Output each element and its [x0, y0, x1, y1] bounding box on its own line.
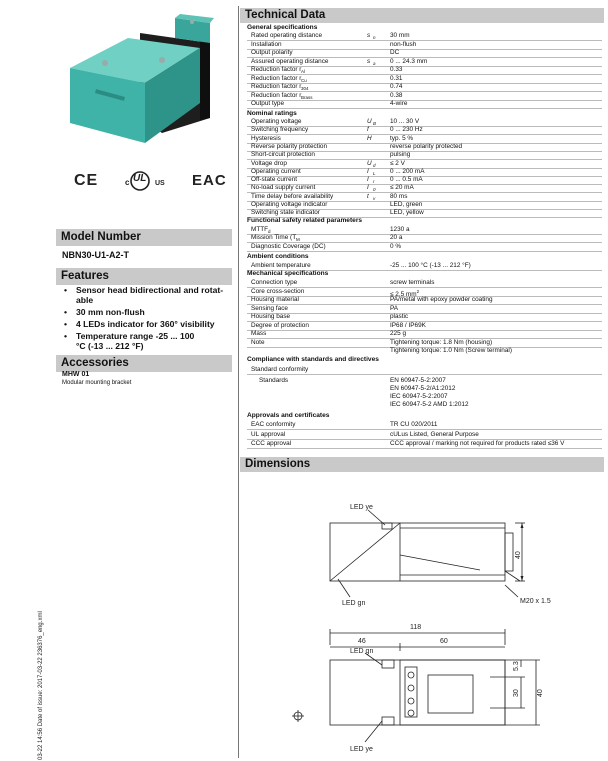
spec-symbol-subscript: a: [373, 60, 376, 66]
spec-symbol-subscript: B: [373, 121, 377, 126]
spec-label: Core cross-section: [251, 287, 305, 295]
accessory-name[interactable]: MHW 01: [62, 371, 90, 378]
standard-item: EN 60947-5-2/A1:2012: [390, 385, 456, 392]
spec-symbol-subscript: v: [373, 195, 376, 201]
spec-value: 0.33: [390, 66, 403, 73]
certification-marks: [60, 172, 230, 202]
led-gn-label: LED gn: [342, 600, 366, 607]
spec-symbol: I: [367, 176, 369, 184]
spec-row: [247, 431, 602, 440]
spec-symbol-subscript: r: [373, 179, 375, 185]
spec-row: [247, 243, 602, 252]
spec-label: Reduction factor r: [251, 66, 302, 73]
spec-label: Reduction factor r: [251, 74, 302, 82]
note-line-2: Tightening torque: 1.0 Nm (Screw terminal): [390, 347, 512, 354]
led-ye-label: LED ye: [350, 504, 373, 511]
spec-label-subscript: Cu: [301, 77, 307, 83]
spec-label: Time delay before availability: [251, 192, 334, 200]
spec-value: 0 ... 200 mA: [390, 167, 425, 175]
spec-value-superscript: 2: [416, 288, 420, 294]
spec-value: typ. 5 %: [390, 134, 414, 142]
spec-value: 20 a: [390, 234, 403, 242]
svg-text:US: US: [155, 180, 165, 187]
spec-value: ≤ 2 V: [390, 159, 405, 167]
product-photo: [50, 8, 230, 158]
spec-symbol: H: [367, 134, 372, 142]
approvals-header: Approvals and certificates: [247, 412, 330, 419]
spec-label: Operating voltage indicator: [251, 201, 328, 208]
spec-value: ≤ 2.5 $mm^2$: [390, 288, 420, 298]
spec-value: CCC approval / marking not required for products rated ≤36 V: [390, 440, 565, 447]
spec-label: Switching frequency: [251, 126, 309, 134]
spec-label: Sensing face: [251, 304, 288, 312]
spec-label: Off-state current: [251, 176, 298, 184]
spec-label: CCC approval: [251, 440, 292, 447]
spec-label: Mass: [251, 330, 267, 337]
top-view: [292, 629, 540, 742]
spec-value: 0 ... 24.3 mm: [390, 57, 428, 65]
spec-symbol-subscript: 0: [373, 187, 376, 193]
spec-symbol: U: [367, 159, 372, 167]
compliance-header: Compliance with standards and directives: [247, 356, 379, 363]
general-specifications-header: General specifications: [247, 24, 318, 31]
feature-item: • 30 mm non-flush: [62, 307, 232, 317]
accessory-description: Modular mounting bracket: [62, 380, 132, 386]
dim-40-label: 40: [515, 551, 522, 559]
dim-60-label: 60: [440, 638, 448, 645]
spec-value: PA: [390, 304, 399, 312]
spec-label: Reduction factor r: [251, 91, 302, 99]
spec-row: [247, 440, 602, 449]
spec-value: LED, green: [390, 201, 423, 208]
feature-item: • Temperature range -25 ... 100 °C (-13 ... 212 °F): [62, 331, 196, 351]
spec-label: No-load supply current: [251, 184, 316, 192]
technical-data-header: Technical Data: [240, 8, 604, 23]
spec-label-subscript: d: [268, 229, 271, 234]
dim-5-3-label: 5.3: [513, 661, 520, 671]
spec-label: Degree of protection: [251, 321, 309, 329]
feature-item: • Sensor head bidirectional and rotat-able: [62, 285, 232, 305]
spec-value: 10 ... 30 V: [390, 118, 420, 125]
spec-value: 0 ... 0.5 mA: [390, 176, 423, 184]
nominal-ratings-header: Nominal ratings: [247, 110, 297, 117]
ul-mark-text: UL: [133, 173, 147, 184]
functional-safety-header: Functional safety related parameters: [247, 217, 363, 224]
spec-label: Reverse polarity protection: [251, 142, 328, 150]
spec-symbol-subscript: d: [373, 162, 376, 168]
spec-label: Note: [251, 338, 265, 346]
spec-label: Assured operating distance: [251, 57, 329, 65]
spec-label: MTTF: [251, 226, 269, 233]
spec-symbol: I: [367, 167, 369, 175]
spec-value: 0.74: [390, 83, 403, 90]
spec-value: DC: [390, 49, 400, 56]
thread-label: M20 x 1.5: [520, 598, 551, 605]
spec-label: Reduction factor r: [251, 83, 302, 90]
spec-row: [247, 421, 602, 430]
column-divider: [238, 6, 239, 758]
eac-mark-icon: EAC: [192, 172, 227, 189]
spec-label: Rated operating distance: [251, 32, 323, 39]
dim-118-label: 118: [410, 624, 422, 631]
feature-item: • 4 LEDs indicator for 360° visibility: [62, 319, 232, 329]
dim-46-label: 46: [358, 638, 366, 645]
spec-value: 225 g: [390, 330, 406, 337]
spec-value: PA/metal with epoxy powder coating: [390, 296, 493, 303]
spec-value: ≤ 20 mA: [390, 184, 414, 192]
standard-item: IEC 60947-5-2:2007: [390, 393, 448, 400]
model-number-header: Model Number: [56, 229, 232, 246]
spec-value: 0.38: [390, 91, 403, 99]
spec-value: 80 ms: [390, 192, 408, 200]
standard-conformity-label: Standard conformity: [251, 366, 309, 373]
spec-label: Switching state indicator: [251, 209, 320, 217]
spec-label: Operating voltage: [251, 118, 302, 125]
spec-label: UL approval: [251, 430, 286, 438]
spec-value: screw terminals: [390, 279, 435, 286]
led-ye-label-2: LED ye: [350, 746, 373, 753]
spec-label: Connection type: [251, 279, 298, 286]
spec-label: Installation: [251, 40, 282, 48]
spec-label-subscript: 304: [301, 86, 309, 91]
spec-value: Tightening torque: 1.8 Nm (housing): [390, 338, 493, 346]
dimensions-header: Dimensions: [240, 457, 604, 472]
spec-label: Mission Time (T: [251, 234, 297, 242]
standard-item: IEC 60947-5-2 AMD 1:2012: [390, 401, 469, 408]
spec-label: Diagnostic Coverage (DC): [251, 242, 326, 250]
spec-label: Hysteresis: [251, 134, 281, 142]
spec-symbol: t: [367, 192, 369, 200]
accessories-header: Accessories: [56, 355, 232, 372]
spec-label: Short-circuit protection: [251, 151, 315, 159]
spec-label: Ambient temperature: [251, 262, 311, 269]
spec-label: Output type: [251, 100, 285, 107]
model-number: NBN30-U1-A2-T: [62, 250, 130, 260]
spec-value: plastic: [390, 313, 409, 320]
features-header: Features: [56, 268, 232, 285]
spec-symbol: s: [367, 57, 371, 65]
spec-label: Voltage drop: [251, 159, 287, 167]
spec-label: Housing base: [251, 313, 291, 320]
svg-text:c: c: [125, 178, 130, 187]
spec-symbol-subscript: L: [373, 170, 376, 176]
spec-label: Housing material: [251, 296, 299, 303]
features-list: [62, 285, 232, 353]
spec-row: [247, 100, 602, 109]
spec-label-subscript: Al: [301, 69, 306, 74]
spec-value: cULus Listed, General Purpose: [390, 430, 479, 438]
standard-conformity-row: [247, 366, 602, 375]
spec-label: Output polarity: [251, 49, 293, 56]
document-meta: 03-22 14:56 Date of issue: 2017-03-22 236376_eng.xml: [38, 611, 44, 760]
spec-value: non-flush: [390, 40, 417, 48]
spec-value: 0 ... 230 Hz: [390, 126, 423, 134]
dim-40b-label: 40: [537, 689, 544, 697]
spec-value: -25 ... 100 °C (-13 ... 212 °F): [390, 262, 471, 269]
side-view: [330, 510, 525, 597]
ambient-conditions-header: Ambient conditions: [247, 253, 309, 260]
ce-mark-icon: CE: [74, 172, 99, 189]
led-gn-label-2: LED gn: [350, 648, 374, 655]
spec-symbol: U: [367, 118, 372, 125]
spec-label-subscript: M: [296, 237, 300, 243]
mechanical-specifications-header: Mechanical specifications: [247, 270, 329, 277]
spec-value: pulsing: [390, 151, 411, 159]
spec-value: LED, yellow: [390, 209, 424, 217]
spec-symbol: I: [367, 184, 369, 192]
spec-value: TR CU 020/2011: [390, 421, 438, 428]
spec-value: 30 mm: [390, 32, 410, 39]
standards-label: Standards: [259, 377, 289, 384]
ul-mark-icon: [122, 170, 165, 190]
spec-label-subscript: Brass: [301, 94, 313, 100]
spec-label: Operating current: [251, 167, 301, 175]
standard-item: EN 60947-5-2:2007: [390, 377, 446, 384]
dim-30-label: 30: [513, 689, 520, 697]
dimension-drawing: [280, 495, 590, 760]
spec-label: EAC conformity: [251, 421, 296, 428]
spec-value: 0 %: [390, 242, 402, 250]
spec-value: 0.31: [390, 74, 403, 82]
spec-symbol: f: [367, 126, 369, 134]
spec-value: IP68 / IP69K: [390, 321, 426, 329]
spec-value: reverse polarity protected: [390, 142, 463, 150]
spec-value: 1230 a: [390, 226, 410, 233]
spec-symbol-subscript: n: [373, 35, 376, 40]
spec-symbol: s: [367, 32, 371, 39]
spec-value: 4-wire: [390, 100, 408, 107]
